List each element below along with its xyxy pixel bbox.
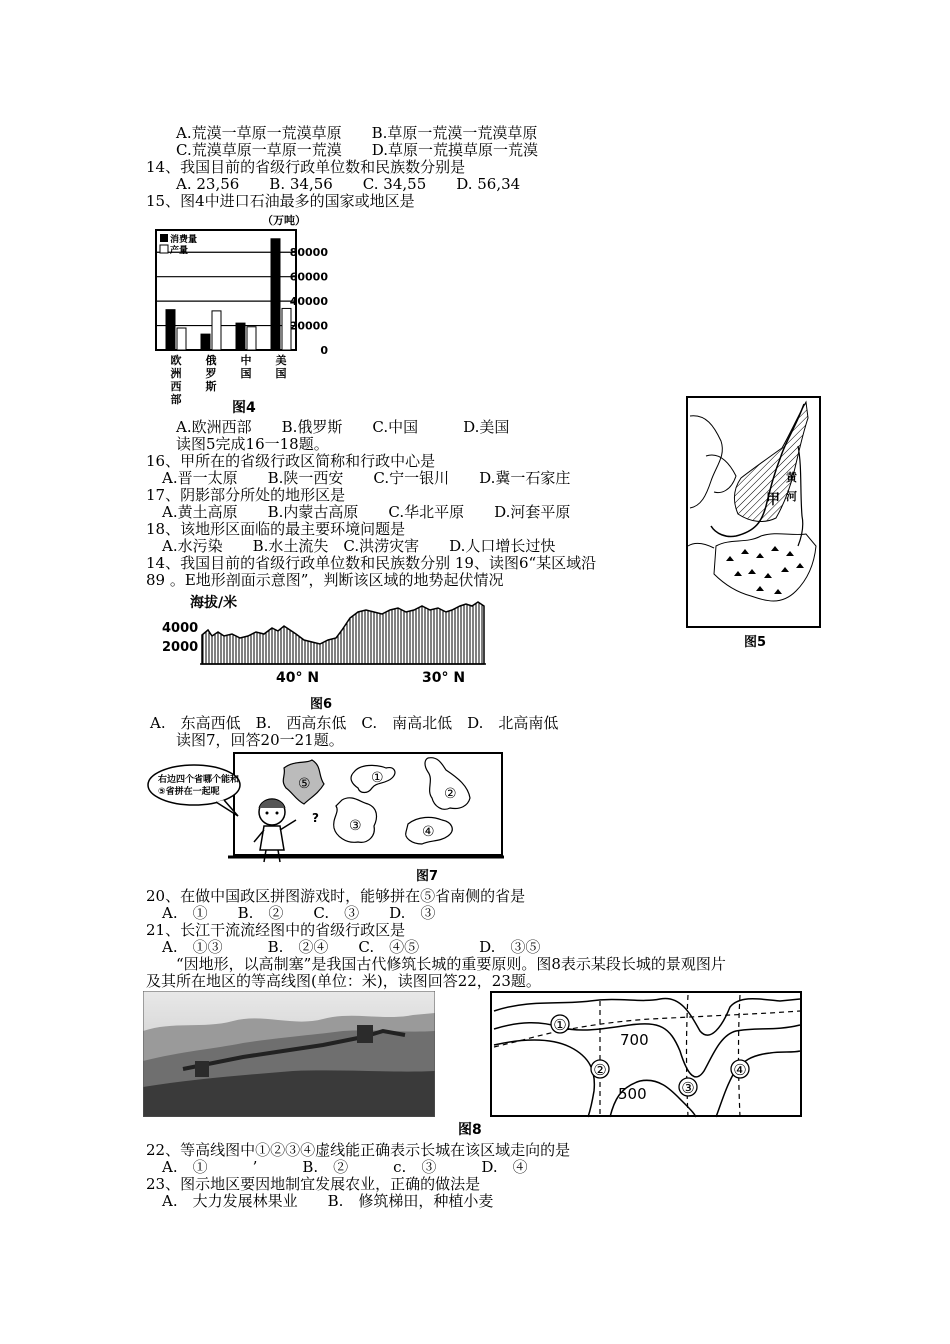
fig4-ytick-label: 0: [320, 344, 328, 357]
fig8-great-wall-photo: [143, 991, 435, 1117]
fig6-xtick-40n: 40° N: [276, 670, 320, 686]
great-wall-intro-line2: 及其所在地区的等高线图(单位：米)，读图回答22，23题。: [146, 972, 541, 990]
q22-options: A. ① ’ B. ② c. ③ D. ④: [162, 1158, 528, 1176]
fig6-caption: 图6: [310, 697, 333, 710]
q23-options: A. 大力发展林果业 B. 修筑梯田，种植小麦: [162, 1192, 494, 1210]
fig7-mark-4: ④: [422, 824, 435, 840]
q16-options: A.晋一太原 B.陕一西安 C.宁一银川 D.冀一石家庄: [162, 469, 571, 487]
q23-stem: 23、图示地区要因地制宜发展农业，正确的做法是: [146, 1175, 481, 1193]
fig4-ytick-label: 60000: [289, 270, 328, 284]
q22-stem: 22、等高线图中①②③④虚线能正确表示长城在该区域走向的是: [146, 1141, 571, 1159]
fig8-contour-map: [490, 991, 802, 1121]
fig7-caption: 图7: [416, 869, 439, 882]
q13-options-line1: A.荒漠一草原一荒漠草原 B.草原一荒漠一荒漠草原: [176, 124, 538, 142]
q19-stem-line1: 14、我国目前的省级行政单位数和民族数分别 19、读图6“某区域沿: [146, 554, 597, 572]
fig6-terrain-profile: [160, 590, 490, 710]
fig4-category-label: 洲: [170, 367, 182, 380]
fig6-ytick-4000: 4000: [162, 621, 199, 636]
fig4-bar-consumption-2: [236, 323, 245, 350]
q14-stem: 14、我国目前的省级行政单位数和民族数分别是: [146, 158, 466, 176]
fig4-bar-production-2: [247, 327, 256, 350]
fig4-category-label: 斯: [205, 380, 217, 393]
q14-options: A. 23,56 B. 34,56 C. 34,55 D. 56,34: [176, 175, 521, 193]
fig4-category-label: 国: [240, 367, 252, 380]
q17-stem: 17、阴影部分所处的地形区是: [146, 486, 346, 504]
fig4-category-label: 俄: [205, 354, 217, 367]
fig8-watchtower-1: [195, 1061, 209, 1077]
q18-options: A.水污染 B.水土流失 C.洪涝灾害 D.人口增长过快: [162, 537, 556, 555]
fig5-map: [686, 396, 821, 652]
fig6-ylabel: 海拔/米: [190, 595, 238, 611]
fig7-mark-1: ①: [371, 770, 384, 786]
fig4-bar-production-0: [177, 328, 186, 350]
q13-options-line2: C.荒漠草原一草原一荒漠 D.草原一荒摸草原一荒漠: [176, 141, 538, 159]
fig8-mark-2: ②: [593, 1061, 607, 1079]
fig8-caption: 图8: [458, 1122, 482, 1138]
fig8-label-500: 500: [618, 1085, 647, 1103]
q19-stem-line2: 89 。E地形剖面示意图”，判断该区域的地势起伏情况: [146, 571, 504, 589]
q17-options: A.黄土高原 B.内蒙古高原 C.华北平原 D.河套平原: [162, 503, 571, 521]
fig4-category-label: 西: [170, 380, 182, 393]
fig4-bar-consumption-1: [201, 334, 210, 350]
fig8-label-700: 700: [620, 1031, 649, 1049]
fig4-category-label: 罗: [205, 367, 217, 380]
fig7-speech-bubble: [148, 765, 240, 805]
fig4-unit-label: （万吨）: [262, 214, 306, 227]
fig5-label-jia: 甲: [766, 492, 780, 508]
fig4-bar-chart: [150, 212, 330, 412]
fig4-ytick-label: 80000: [289, 246, 328, 260]
read7-instruction: 读图7，回答20一21题。: [176, 731, 344, 749]
q15-stem: 15、图4中进口石油最多的国家或地区是: [146, 192, 415, 210]
q20-options: A. ① B. ② C. ③ D. ③: [162, 904, 436, 922]
fig6-profile-area: [202, 602, 484, 664]
fig4-ytick-label: 40000: [289, 295, 328, 309]
fig4-category-label: 美: [275, 354, 287, 367]
fig6-ytick-2000: 2000: [162, 640, 199, 655]
great-wall-intro-line1: “因地形，以高制塞”是我国古代修筑长城的重要原则。图8表示某段长城的景观图片: [146, 955, 726, 973]
q20-stem: 20、在做中国政区拼图游戏时，能够拼在⑤省南侧的省是: [146, 887, 526, 905]
fig6-xtick-30n: 30° N: [422, 670, 466, 686]
fig4-bar-consumption-0: [166, 310, 175, 350]
q16-stem: 16、甲所在的省级行政区简称和行政中心是: [146, 452, 436, 470]
fig4-category-label: 国: [275, 367, 287, 380]
fig5-label-huang: 黄: [786, 471, 797, 484]
fig4-bar-consumption-3: [271, 239, 280, 350]
q21-options: A. ①③ B. ②④ C. ④⑤ D. ③⑤: [162, 938, 541, 956]
fig4-bar-production-1: [212, 311, 221, 350]
fig4-caption: 图4: [232, 400, 256, 416]
fig8-mark-4: ④: [733, 1061, 747, 1079]
fig4-ytick-label: 20000: [289, 319, 328, 333]
fig5-caption: 图5: [744, 635, 767, 650]
q18-stem: 18、该地形区面临的最主要环境问题是: [146, 520, 406, 538]
q19-options: A. 东高西低 B. 西高东低 C. 南高北低 D. 北高南低: [150, 714, 559, 732]
legend-label-production: 产量: [170, 246, 189, 256]
fig7-bubble-line1: 右边四个省哪个能和: [158, 775, 240, 785]
fig7-mark-2: ②: [444, 786, 457, 802]
legend-swatch-production: [160, 245, 168, 253]
fig4-category-label: 部: [170, 393, 182, 406]
fig8-watchtower-2: [357, 1025, 373, 1043]
fig5-label-he: 河: [786, 490, 797, 503]
fig7-mark-3: ③: [349, 818, 362, 834]
legend-swatch-consumption: [160, 234, 168, 242]
fig8-mark-3: ③: [681, 1079, 695, 1097]
fig7-question-mark: ?: [312, 811, 319, 825]
fig8-mark-1: ①: [553, 1016, 567, 1034]
read5-instruction: 读图5完成16一18题。: [176, 435, 329, 453]
fig7-puzzle-cartoon: [146, 750, 506, 882]
fig7-bubble-line2: ⑤省拼在一起呢: [158, 787, 220, 797]
q15-options: A.欧洲西部 B.俄罗斯 C.中国 D.美国: [176, 418, 510, 436]
q21-stem: 21、长江干流流经图中的省级行政区是: [146, 921, 406, 939]
fig7-mark-5: ⑤: [298, 776, 311, 792]
fig4-category-label: 欧: [170, 354, 182, 367]
fig4-category-label: 中: [240, 354, 252, 367]
legend-label-consumption: 消费量: [170, 235, 198, 245]
